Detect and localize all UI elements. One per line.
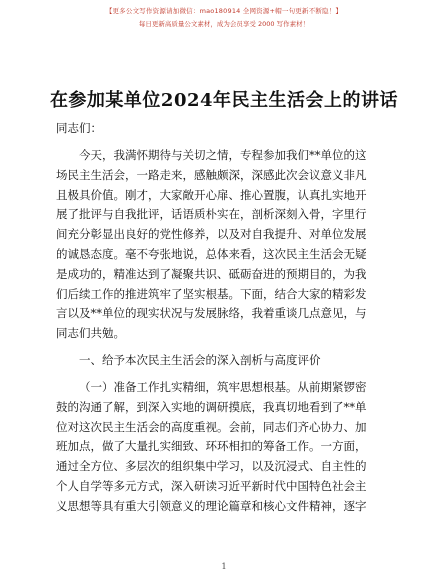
paragraph-line: 们后续工作的推进筑牢了坚实根基。下面，结合大家的精彩发 [56,286,367,301]
paragraph-line: 且极具价值。刚才，大家敞开心扉、推心置腹，认真扎实地开 [56,187,367,202]
paragraph-line: 间充分彰显出良好的党性修养，以及对自我提升、对单位发展 [56,227,367,242]
paragraph-line: 同志们共勉。 [56,326,125,341]
banner-line-2: 每日更新高质量公文素材，成为会员享受 2000 写作素材！ [138,20,310,28]
page-number: 1 [221,562,227,571]
paragraph-line: 通过全方位、多层次的组织集中学习，以及沉浸式、自主性的 [56,459,367,474]
paragraph-line: 展了批评与自我批评，话语质朴实在，剖析深刻入骨，字里行 [56,207,367,222]
paragraph-line: 义思想等具有重大引领意义的理论篇章和核心文件精神，逐字 [56,498,367,513]
paragraph-line: 今天，我满怀期待与关切之情，专程参加我们**单位的这 [79,148,367,162]
section-heading-1: 一、给予本次民主生活会的深入剖析与高度评价 [79,353,321,367]
salutation: 同志们： [56,121,102,135]
document-title: 在参加某单位2024年民主生活会上的讲话 [49,90,399,111]
paragraph-line: 是成功的，精准达到了凝聚共识、砥砺奋进的预期目的，为我 [56,266,367,281]
paragraph-line: 个人自学等多元方式，深入研读习近平新时代中国特色社会主 [56,478,367,493]
paragraph-line: （一）准备工作扎实精细，筑牢思想根基。从前期紧锣密 [79,380,367,394]
paragraph-1 [56,146,398,344]
promo-banner [0,6,448,28]
paragraph-2 [56,378,398,517]
paragraph-line: 言以及**单位的现实状况与发展脉络，我着重谈几点意见，与 [56,306,367,321]
paragraph-line: 位对这次民主生活会的高度重视。会前，同志们齐心协力、加 [56,419,367,434]
banner-line-1: 【更多公文写作资源请加微信：mao180914 全网资源+帽一句更新不断隐！】 [105,7,343,15]
paragraph-line: 班加点，做了大量扎实细致、环环相扣的筹备工作。一方面， [56,439,367,454]
paragraph-line: 鼓的沟通了解，到深入实地的调研摸底，我真切地看到了**单 [56,399,367,414]
paragraph-line: 场民主生活会，一路走来，感触颇深，深感此次会议意义非凡 [56,167,367,182]
paragraph-line: 的诚恳态度。毫不夸张地说，总体来看，这次民主生活会无疑 [56,246,367,261]
